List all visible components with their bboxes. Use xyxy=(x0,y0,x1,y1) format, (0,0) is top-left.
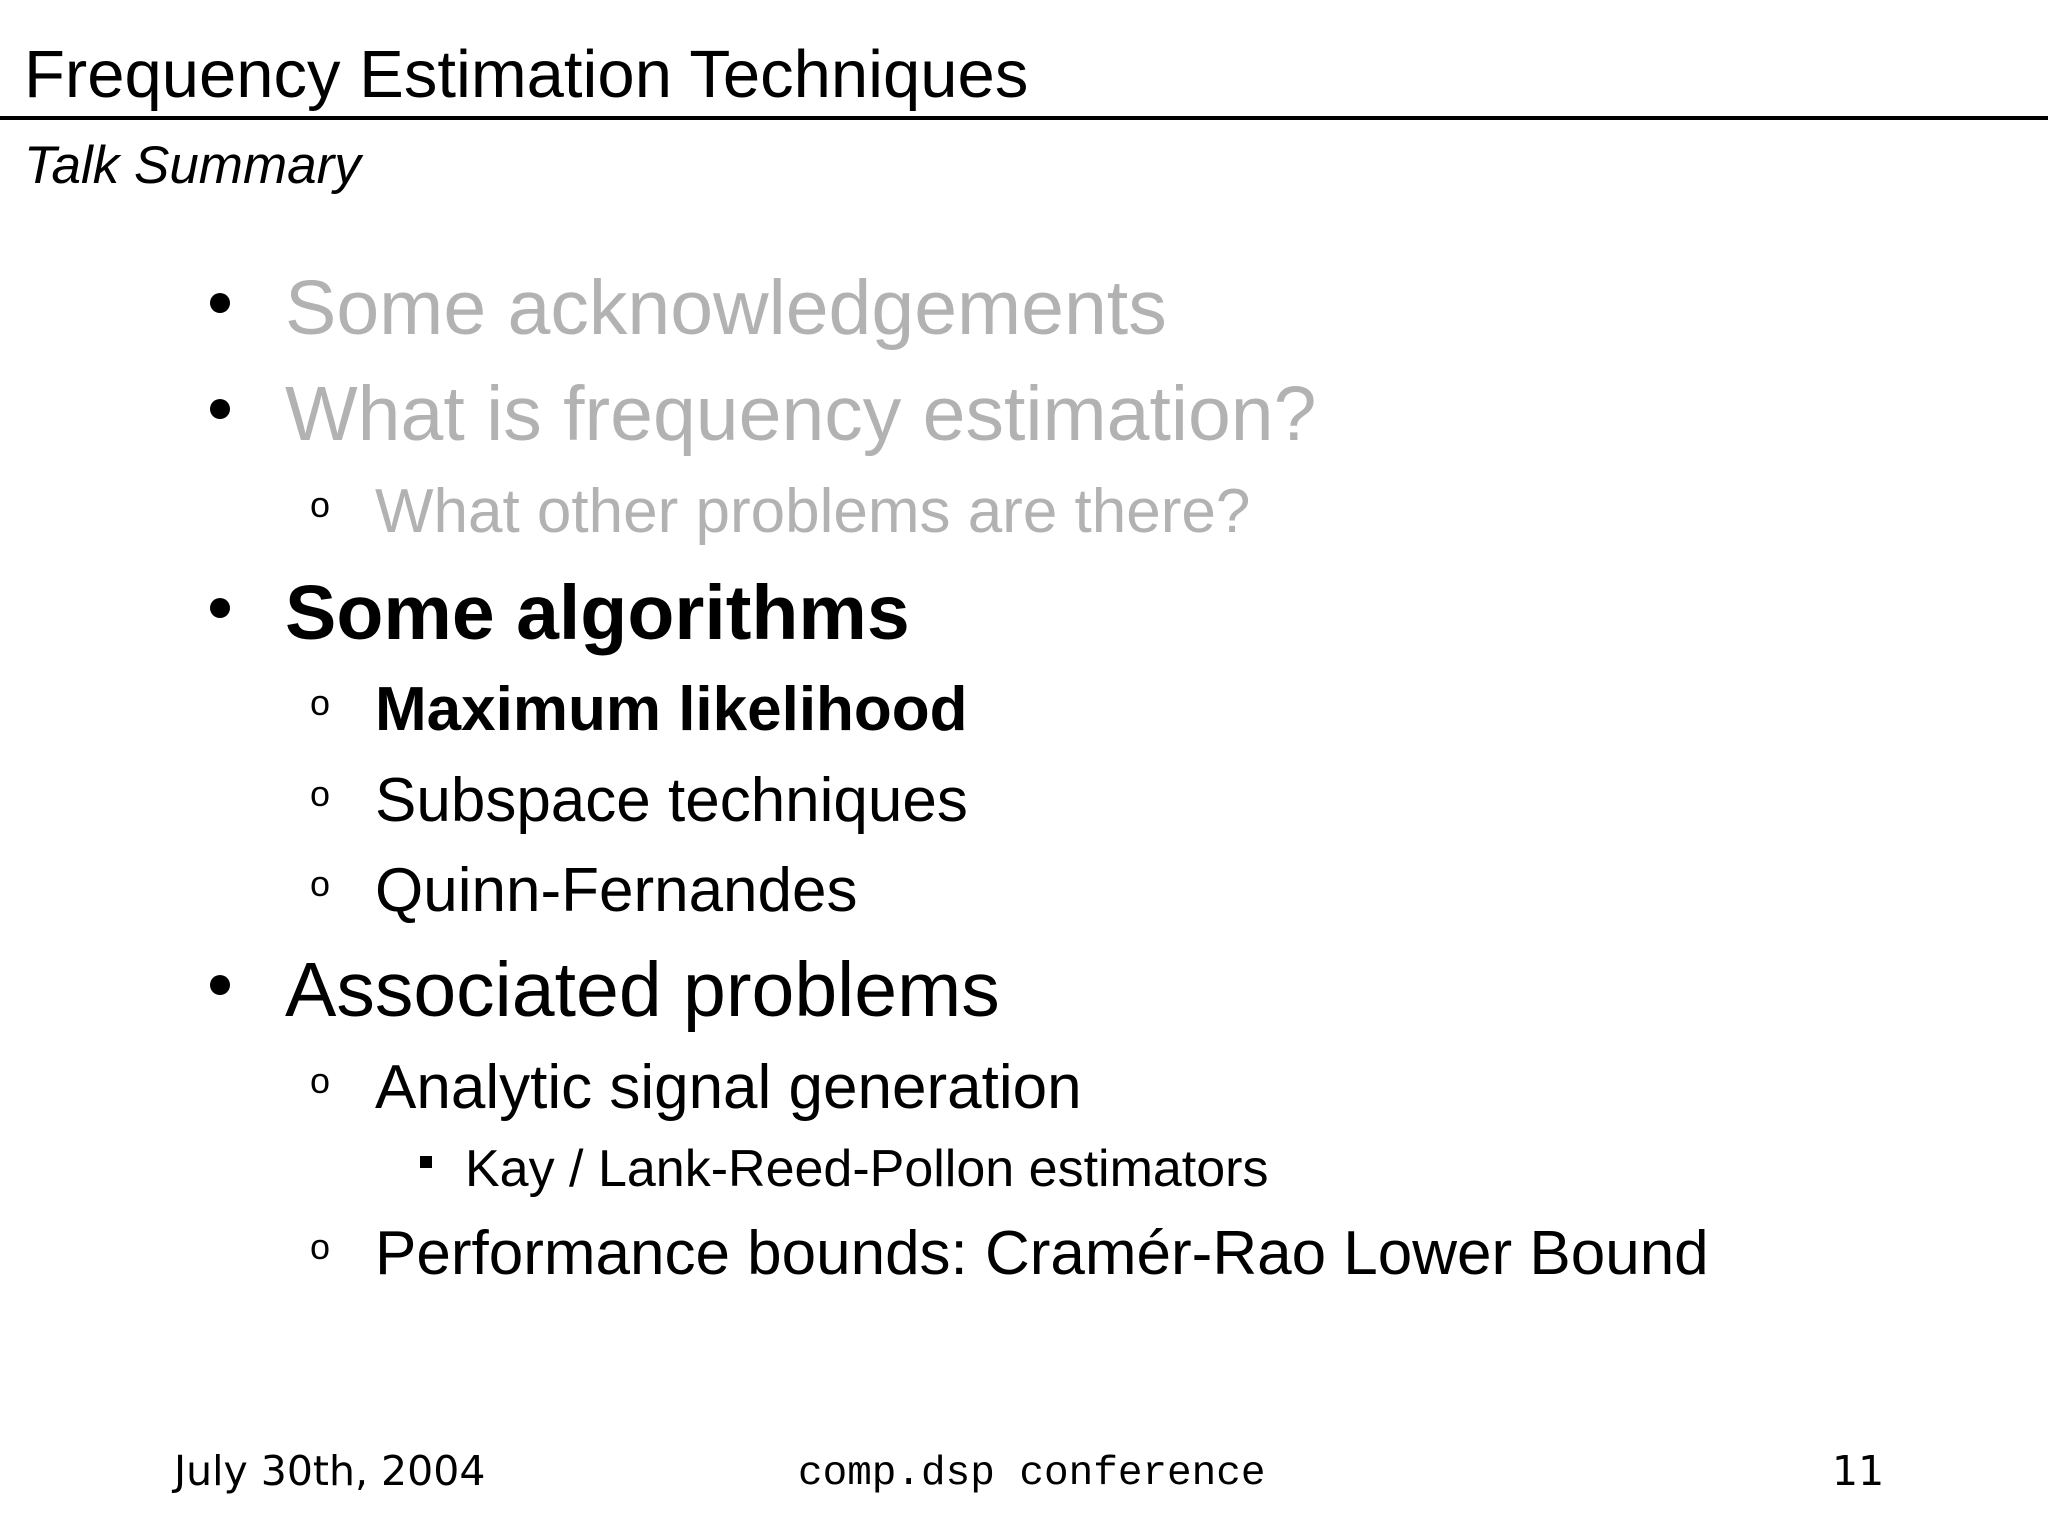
sub-bullet-item xyxy=(310,1216,1709,1292)
footer-event: comp.dsp conference xyxy=(798,1451,1266,1497)
sub-bullet-item xyxy=(310,853,858,929)
bullet-text: Subspace techniques xyxy=(375,766,968,835)
title-divider xyxy=(0,116,2048,120)
bullet-text: What other problems are there? xyxy=(375,477,1251,546)
bullet-text: Associated problems xyxy=(285,947,1000,1033)
sub-bullet-o-icon: o xyxy=(310,1060,331,1101)
sub-bullet-item xyxy=(310,763,968,839)
bullet-item xyxy=(210,368,1316,460)
sub-bullet-item xyxy=(310,672,968,748)
slide-title: Frequency Estimation Techniques xyxy=(24,37,1029,112)
bullet-text: Quinn-Fernandes xyxy=(375,856,858,925)
sub-bullet-o-icon: o xyxy=(310,773,331,814)
bullet-text: Some algorithms xyxy=(285,570,910,656)
sub-sub-bullet-item xyxy=(420,1137,1269,1201)
bullet-text: Maximum likelihood xyxy=(375,675,968,744)
bullet-text: What is frequency estimation? xyxy=(285,371,1317,457)
footer-date: July 30th, 2004 xyxy=(174,1447,486,1495)
sub-bullet-o-icon: o xyxy=(310,484,331,525)
bullet-text: Kay / Lank-Reed-Pollon estimators xyxy=(465,1140,1269,1198)
bullet-disc-icon xyxy=(210,399,230,419)
bullet-disc-icon xyxy=(210,598,230,618)
sub-bullet-item xyxy=(310,1050,1082,1126)
sub-bullet-o-icon: o xyxy=(310,682,331,723)
sub-bullet-o-icon: o xyxy=(310,863,331,904)
page-number: 11 xyxy=(1832,1447,1885,1495)
slide-subtitle: Talk Summary xyxy=(24,136,361,195)
bullet-item xyxy=(210,567,910,659)
bullet-text: Performance bounds: Cramér-Rao Lower Bound xyxy=(375,1219,1709,1288)
bullet-text: Some acknowledgements xyxy=(285,265,1167,351)
sub-bullet-item xyxy=(310,474,1250,550)
bullet-text: Analytic signal generation xyxy=(375,1053,1082,1122)
bullet-item xyxy=(210,944,1000,1036)
bullet-item xyxy=(210,262,1167,354)
sub-bullet-o-icon: o xyxy=(310,1226,331,1267)
bullet-square-icon xyxy=(420,1156,432,1168)
bullet-disc-icon xyxy=(210,293,230,313)
bullet-disc-icon xyxy=(210,975,230,995)
